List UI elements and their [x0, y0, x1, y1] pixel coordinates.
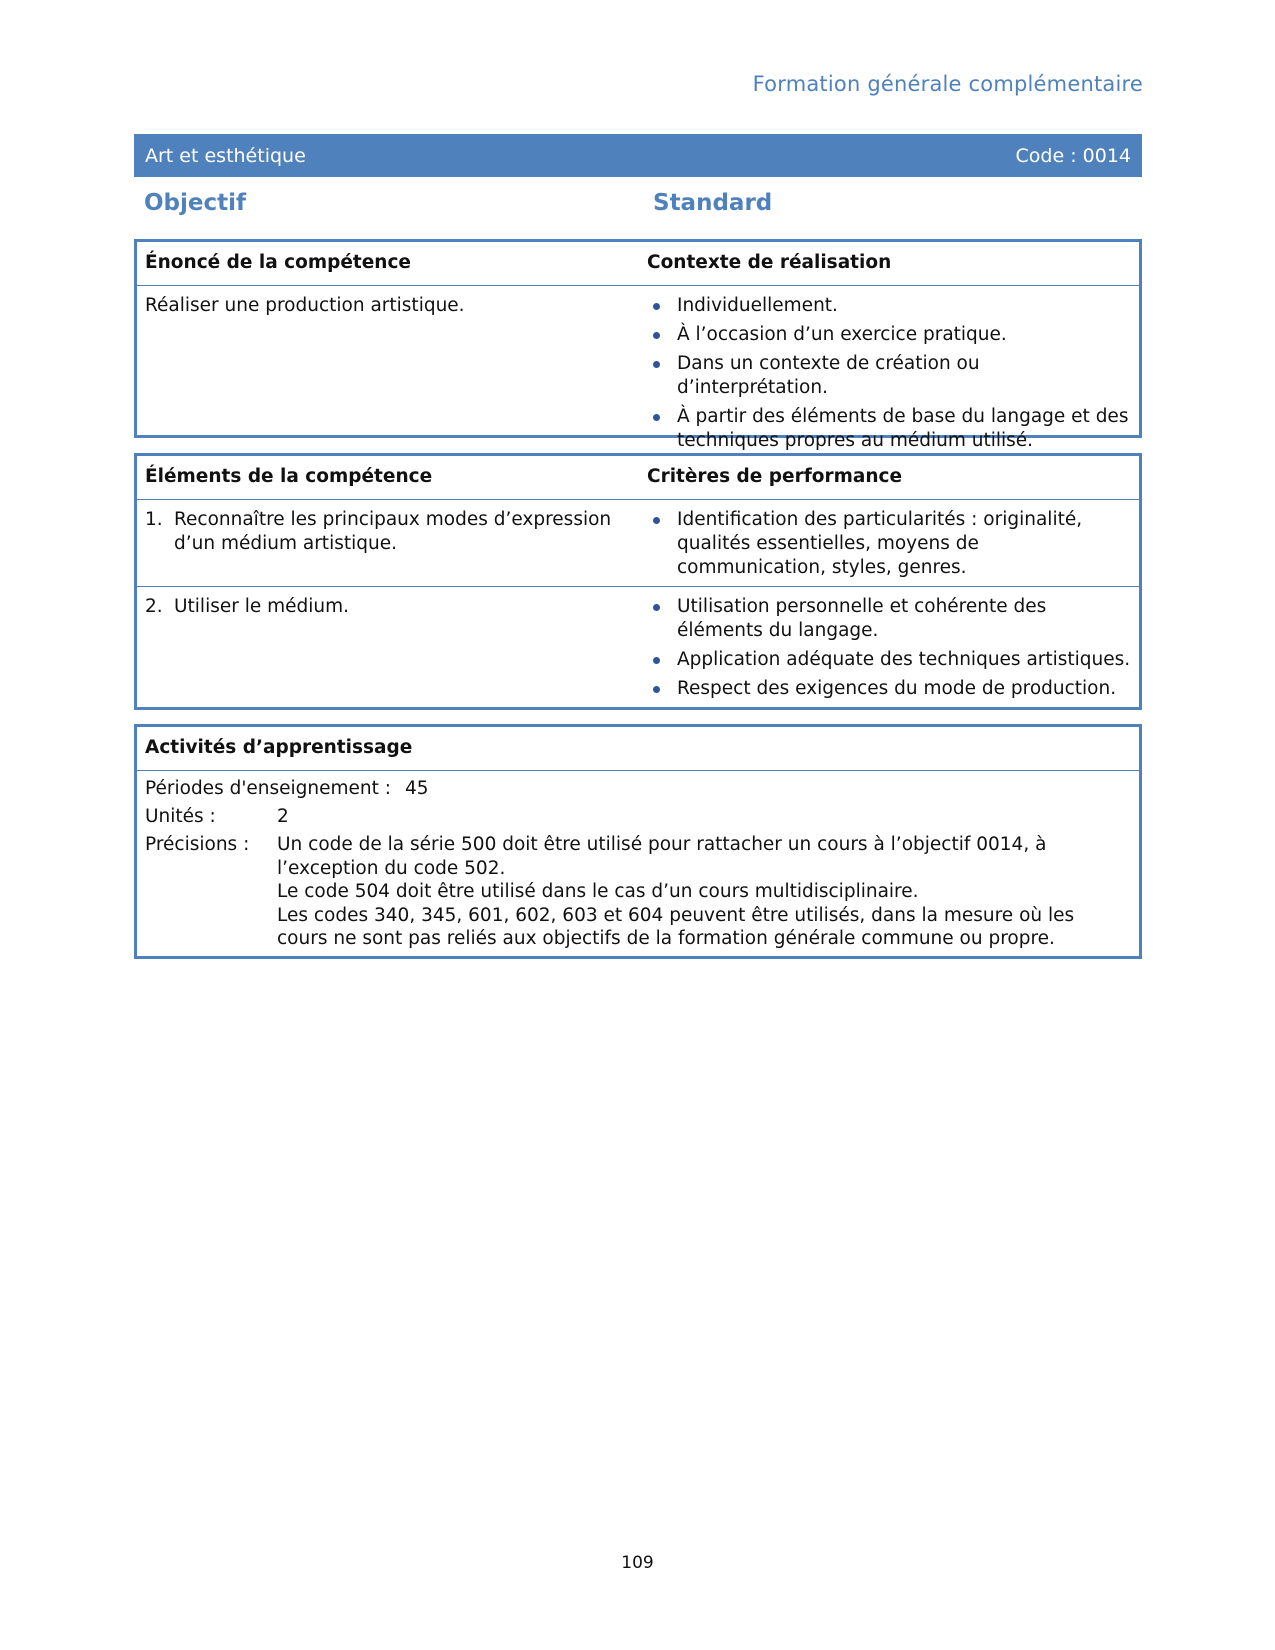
table-row: [137, 285, 1139, 464]
table-row: [137, 586, 1139, 712]
list-item: Individuellement.: [647, 294, 1131, 318]
precision-text: Les codes 340, 345, 601, 602, 603 et 604 peuvent être utilisés, dans la mesure où les cours ne sont pas reliés aux objectifs de la formation générale commune ou propre.: [277, 904, 1075, 949]
section-labels: [134, 190, 1142, 226]
periodes-row: [145, 777, 1131, 801]
header-elements: Éléments de la compétence: [145, 466, 433, 487]
list-item: Respect des exigences du mode de production.: [647, 677, 1131, 701]
list-item: Dans un contexte de création ou d’interprétation.: [647, 352, 1131, 400]
periodes-value: 45: [405, 778, 429, 799]
unites-value: 2: [277, 806, 289, 827]
table-header-row: [137, 456, 1139, 499]
element-text: Reconnaître les principaux modes d’expression d’un médium artistique.: [174, 509, 612, 554]
table-header-row: [137, 727, 1139, 770]
course-code: Code : 0014: [1015, 144, 1131, 167]
element-text: Utiliser le médium.: [174, 596, 350, 617]
element-number: 1.: [145, 509, 163, 530]
unites-row: [145, 805, 1131, 829]
precisions-label: Précisions :: [145, 834, 250, 855]
element-item: [145, 595, 629, 619]
header-contexte: Contexte de réalisation: [647, 252, 892, 273]
element-number: 2.: [145, 596, 163, 617]
list-item: Utilisation personnelle et cohérente des éléments du langage.: [647, 595, 1131, 643]
list-item: À partir des éléments de base du langage et des techniques propres au médium utilisé.: [647, 405, 1131, 453]
page-number: 109: [621, 1553, 654, 1573]
header-activites: Activités d’apprentissage: [145, 737, 413, 758]
list-item: Application adéquate des techniques artistiques.: [647, 648, 1131, 672]
objectif-label: Objectif: [144, 190, 247, 216]
competence-table: [134, 239, 1142, 451]
precision-text: Un code de la série 500 doit être utilisé pour rattacher un cours à l’objectif 0014, à l’exception du code 502.: [277, 834, 1047, 879]
precision-text: Le code 504 doit être utilisé dans le cas d’un cours multidisciplinaire.: [277, 881, 919, 902]
criteres-list: [647, 595, 1131, 701]
header-criteres: Critères de performance: [647, 466, 903, 487]
contexte-list: [647, 294, 1131, 453]
table-row: [137, 770, 1139, 961]
header-enonce: Énoncé de la compétence: [145, 252, 411, 273]
periodes-label: Périodes d'enseignement :: [145, 778, 392, 799]
standard-label: Standard: [653, 190, 773, 216]
enonce-text: Réaliser une production artistique.: [145, 295, 465, 316]
course-subject: Art et esthétique: [145, 144, 306, 167]
running-head: Formation générale complémentaire: [752, 72, 1143, 96]
list-item: À l’occasion d’un exercice pratique.: [647, 323, 1131, 347]
criteres-list: [647, 508, 1131, 580]
table-header-row: [137, 242, 1139, 285]
precisions-row: [145, 833, 1131, 951]
table-row: [137, 499, 1139, 586]
list-item: Identification des particularités : originalité, qualités essentielles, moyens de communication, styles, genres.: [647, 508, 1131, 580]
course-banner: [134, 134, 1142, 177]
elements-table: [134, 453, 1142, 710]
activites-table: [134, 724, 1142, 959]
unites-label: Unités :: [145, 806, 216, 827]
element-item: [145, 508, 629, 556]
